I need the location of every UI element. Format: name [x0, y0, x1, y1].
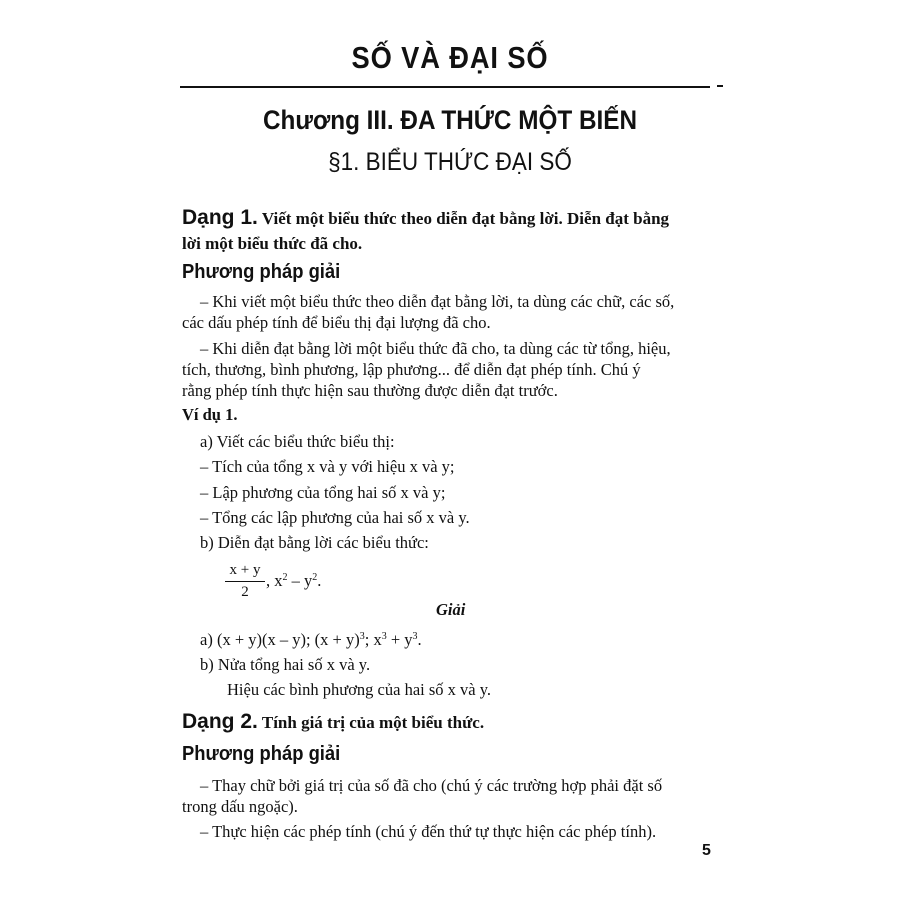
example1-a2: – Lập phương của tổng hai số x và y;: [200, 483, 446, 502]
solution-part: .: [417, 630, 422, 649]
exponent: 2: [312, 572, 318, 583]
dang2-heading: [182, 710, 484, 734]
fraction-denominator: 2: [241, 584, 249, 600]
solution-part: ; x: [364, 630, 382, 649]
method2-p2: – Thực hiện các phép tính (chú ý đến thứ tự thực hiện các phép tính).: [200, 822, 657, 841]
example1-a: a) Viết các biểu thức biểu thị:: [200, 432, 395, 451]
expr-part: – y: [287, 571, 313, 590]
page-number: 5: [702, 842, 711, 859]
solution-part: + y: [386, 630, 413, 649]
method1-heading: Phương pháp giải: [182, 261, 341, 283]
solution1-b1: b) Nửa tổng hai số x và y.: [200, 655, 371, 674]
dang1-heading: [182, 206, 669, 230]
section-title: §1. BIỂU THỨC ĐẠI SỐ: [328, 148, 572, 176]
header-rule: [180, 86, 710, 88]
example1-a3: – Tổng các lập phương của hai số x và y.: [200, 508, 470, 527]
method1-p1-line2: các dấu phép tính để biểu thị đại lượng đã cho.: [182, 313, 491, 332]
dang1-label: Dạng 1.: [182, 206, 258, 229]
solution1-b2: Hiệu các bình phương của hai số x và y.: [227, 680, 492, 699]
exponent: 2: [282, 572, 288, 583]
method1-p2-line3: rằng phép tính thực hiện sau thường được diễn đạt trước.: [182, 381, 558, 400]
exponent: 3: [359, 631, 365, 642]
example1-expression: [266, 571, 321, 591]
dang2-title: Tính giá trị của một biểu thức.: [261, 713, 485, 732]
solution1-a: [200, 630, 422, 650]
solution-part: a) (x + y)(x – y); (x + y): [200, 630, 360, 649]
fraction-x-plus-y-over-2: [225, 562, 265, 601]
header-rule-tick: [717, 85, 723, 87]
fraction-bar: [225, 581, 265, 582]
fraction-numerator: x + y: [229, 562, 261, 578]
dang1-title-line1: Viết một biểu thức theo diễn đạt bằng lời. Diễn đạt bằng: [261, 209, 670, 228]
method2-p1-line2: trong dấu ngoặc).: [182, 797, 298, 816]
exponent: 3: [381, 631, 387, 642]
method1-p2-line2: tích, thương, bình phương, lập phương... để diễn đạt phép tính. Chú ý: [182, 360, 641, 379]
method2-heading: Phương pháp giải: [182, 743, 341, 765]
page-header-title: SỐ VÀ ĐẠI SỐ: [351, 40, 549, 75]
example1-a1: – Tích của tổng x và y với hiệu x và y;: [200, 457, 455, 476]
dang1-title-line2: lời một biểu thức đã cho.: [182, 234, 363, 253]
method1-p2-line1: – Khi diễn đạt bằng lời một biểu thức đã cho, ta dùng các từ tổng, hiệu,: [200, 339, 671, 358]
chapter-title: Chương III. ĐA THỨC MỘT BIẾN: [262, 105, 638, 135]
method2-p1-line1: – Thay chữ bởi giá trị của số đã cho (chú ý các trường hợp phải đặt số: [200, 776, 663, 795]
method1-p1-line1: – Khi viết một biểu thức theo diễn đạt bằng lời, ta dùng các chữ, các số,: [200, 292, 675, 311]
example1-label: Ví dụ 1.: [182, 405, 238, 424]
solution1-label: Giải: [436, 600, 466, 619]
expr-part: .: [317, 571, 322, 590]
example1-b: b) Diễn đạt bằng lời các biểu thức:: [200, 533, 429, 552]
exponent: 3: [412, 631, 418, 642]
dang2-label: Dạng 2.: [182, 710, 258, 733]
expr-part: , x: [266, 571, 283, 590]
